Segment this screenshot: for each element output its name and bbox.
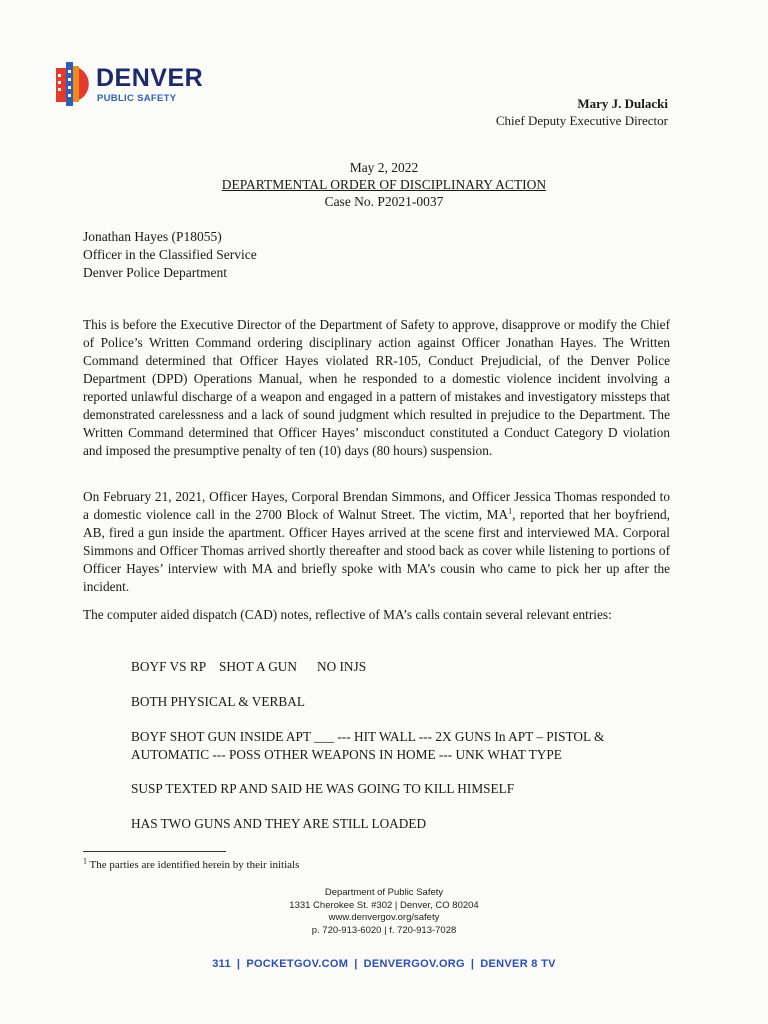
signatory-name: Mary J. Dulacki (577, 96, 668, 111)
cad-entry: HAS TWO GUNS AND THEY ARE STILL LOADED (131, 816, 427, 831)
addressee-block (83, 228, 257, 282)
order-date: May 2, 2022 (349, 160, 419, 175)
order-title: DEPARTMENTAL ORDER OF DISCIPLINARY ACTION (221, 177, 547, 192)
footer-link-denver8tv: DENVER 8 TV (480, 958, 556, 970)
cad-entry: SUSP TEXTED RP AND SAID HE WAS GOING TO KILL HIMSELF (131, 781, 515, 796)
body-paragraph (83, 606, 670, 624)
addressee-line: Officer in the Classified Service (83, 247, 257, 262)
body-paragraph (83, 316, 670, 460)
footer-dept: Department of Public Safety (324, 887, 444, 898)
addressee-line: Jonathan Hayes (P18055) (83, 229, 222, 244)
paragraph-text: The computer aided dispatch (CAD) notes, reflective of MA’s calls contain several relevant entries: (83, 607, 612, 622)
cad-entry: BOYF VS RP SHOT A GUN NO INJS (131, 659, 367, 674)
order-heading (0, 159, 768, 210)
letterhead-footer (0, 887, 768, 937)
paragraph-text: This is before the Executive Director of the Department of Safety to approve, disapprove or modify the Chief of Police’s Written Command ordering disciplinary action against Officer Jonathan Hayes. The Written Command determined that Officer Hayes violated RR-105, Conduct Prejudicial, of the Denver Police Department (DPD) Operations Manual, when he responded to a domestic violence incident involving a reported unlawful discharge of a weapon and engaged in a pattern of mistakes and investigatory missteps that demonstrated carelessness and a lack of sound judgment which resulted in prejudice to the Department. The Written Command determined that Officer Hayes’ misconduct constituted a Conduct Category D violation and imposed the presumptive penalty of ten (10) days (80 hours) suspension. (83, 317, 670, 458)
cad-entry: BOYF SHOT GUN INSIDE APT ___ --- HIT WALL --- 2X GUNS In APT – PISTOL & AUTOMATIC --- POSS OTHER WEAPONS IN HOME --- UNK WHAT TYPE (131, 729, 605, 762)
body-paragraph (83, 488, 670, 596)
addressee-line: Denver Police Department (83, 265, 227, 280)
case-number: Case No. P2021-0037 (324, 194, 444, 209)
footer-link-pocketgov: POCKETGOV.COM (246, 958, 349, 970)
footnote-divider (83, 851, 226, 852)
footnote-ref: 1 (508, 506, 513, 516)
cad-entry: BOTH PHYSICAL & VERBAL (131, 694, 305, 709)
signatory-title: Chief Deputy Executive Director (495, 113, 668, 128)
logo-subtitle: PUBLIC SAFETY (97, 93, 177, 104)
footer-address: 1331 Cherokee St. #302 | Denver, CO 80204 (289, 899, 479, 911)
paragraph-text (83, 488, 670, 596)
city-emblem-icon (52, 60, 92, 108)
logo-wordmark: DENVER (96, 64, 204, 92)
footer-phone: p. 720-913-6020 | f. 720-913-7028 (311, 924, 457, 936)
footnote (83, 858, 299, 872)
paragraph-segment: On February 21, 2021, Officer Hayes, Corporal Brendan Simmons, and Officer Jessica Thomas responded to a domestic violence call in the 2700 Block of Walnut Street. The victim, MA (83, 489, 670, 522)
footnote-number: 1 (83, 856, 87, 866)
signatory-block (496, 95, 668, 129)
footer-link-311: 311 (212, 958, 231, 970)
footer-link-denvergov: DENVERGOV.ORG (363, 958, 465, 970)
denver-public-safety-logo (52, 60, 222, 110)
paragraph-segment: , reported that her boyfriend, AB, fired a gun inside the apartment. Officer Hayes arrived at the scene first and interviewed MA. Corporal Simmons and Officer Thomas arrived shortly thereafter and stood back as cover while listening to portions of Officer Hayes’ interview with MA and briefly spoke with MA’s cousin who came to pick her up after the incident. (83, 507, 670, 594)
footnote-text: The parties are identified herein by their initials (87, 859, 300, 871)
footer-website: www.denvergov.org/safety (328, 912, 440, 923)
footer-links: 311 | POCKETGOV.COM | DENVERGOV.ORG | DENVER 8 TV (212, 958, 556, 970)
